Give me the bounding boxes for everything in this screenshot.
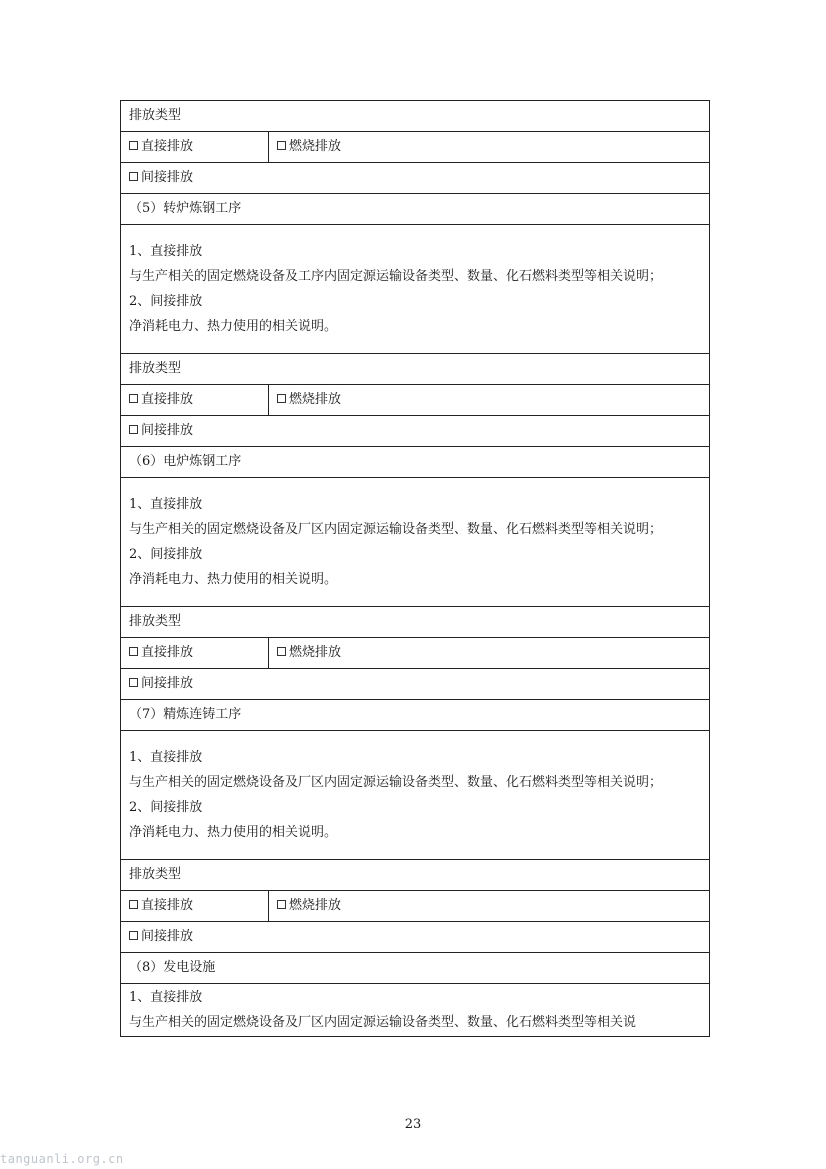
indirect-option-row <box>121 922 710 953</box>
emission-type-row <box>121 860 710 891</box>
indirect-title: 2、间接排放 <box>129 293 203 309</box>
section-description <box>121 225 710 354</box>
direct-description: 与生产相关的固定燃烧设备及厂区内固定源运输设备类型、数量、化石燃料类型等相关说明； <box>129 521 663 537</box>
direct-title: 1、直接排放 <box>129 243 203 259</box>
indirect-emission-option[interactable]: 间接排放 <box>121 922 710 953</box>
combustion-emission-option[interactable]: 燃烧排放 <box>269 638 710 669</box>
watermark-text: tanguanli.org.cn <box>0 1152 124 1166</box>
checkbox-icon[interactable] <box>277 900 286 909</box>
emission-type-row <box>121 101 710 132</box>
section-description <box>121 731 710 860</box>
checkbox-icon[interactable] <box>277 394 286 403</box>
emission-options-row <box>121 132 710 163</box>
emission-options-row <box>121 891 710 922</box>
indirect-option-row <box>121 669 710 700</box>
section-heading: （8）发电设施 <box>121 953 710 984</box>
section-heading-row <box>121 700 710 731</box>
combustion-emission-option[interactable]: 燃烧排放 <box>269 132 710 163</box>
checkbox-icon[interactable] <box>129 900 138 909</box>
section-heading-row <box>121 953 710 984</box>
direct-emission-option[interactable]: 直接排放 <box>121 385 269 416</box>
indirect-emission-option[interactable]: 间接排放 <box>121 416 710 447</box>
direct-description: 与生产相关的固定燃烧设备及厂区内固定源运输设备类型、数量、化石燃料类型等相关说明； <box>129 774 663 790</box>
emission-type-label: 排放类型 <box>121 101 710 132</box>
direct-description: 与生产相关的固定燃烧设备及工序内固定源运输设备类型、数量、化石燃料类型等相关说明； <box>129 268 663 284</box>
section-heading-row <box>121 447 710 478</box>
indirect-title: 2、间接排放 <box>129 799 203 815</box>
indirect-option-row <box>121 416 710 447</box>
direct-title: 1、直接排放 <box>129 496 203 512</box>
direct-emission-option[interactable]: 直接排放 <box>121 891 269 922</box>
indirect-title: 2、间接排放 <box>129 546 203 562</box>
section-description-row <box>121 731 710 860</box>
emission-options-row <box>121 385 710 416</box>
indirect-description: 净消耗电力、热力使用的相关说明。 <box>129 824 338 840</box>
indirect-description: 净消耗电力、热力使用的相关说明。 <box>129 571 338 587</box>
direct-title: 1、直接排放 <box>129 749 203 765</box>
section-heading: （5）转炉炼钢工序 <box>121 194 710 225</box>
checkbox-icon[interactable] <box>129 172 138 181</box>
direct-description: 与生产相关的固定燃烧设备及厂区内固定源运输设备类型、数量、化石燃料类型等相关说 <box>129 1014 637 1030</box>
indirect-description: 净消耗电力、热力使用的相关说明。 <box>129 318 338 334</box>
checkbox-icon[interactable] <box>277 647 286 656</box>
direct-emission-option[interactable]: 直接排放 <box>121 638 269 669</box>
section-heading: （7）精炼连铸工序 <box>121 700 710 731</box>
section-description-row <box>121 225 710 354</box>
emission-options-row <box>121 638 710 669</box>
section-description-row <box>121 478 710 607</box>
checkbox-icon[interactable] <box>129 425 138 434</box>
section-heading-row <box>121 194 710 225</box>
emission-type-row <box>121 607 710 638</box>
emission-form-table <box>120 100 710 1037</box>
direct-emission-option[interactable]: 直接排放 <box>121 132 269 163</box>
checkbox-icon[interactable] <box>129 394 138 403</box>
section-description <box>121 478 710 607</box>
section-description <box>121 984 710 1037</box>
indirect-emission-option[interactable]: 间接排放 <box>121 669 710 700</box>
emission-type-label: 排放类型 <box>121 607 710 638</box>
direct-title: 1、直接排放 <box>129 989 203 1005</box>
section-description-row <box>121 984 710 1037</box>
page-number: 23 <box>404 1117 422 1132</box>
emission-type-label: 排放类型 <box>121 860 710 891</box>
checkbox-icon[interactable] <box>129 647 138 656</box>
checkbox-icon[interactable] <box>129 678 138 687</box>
combustion-emission-option[interactable]: 燃烧排放 <box>269 891 710 922</box>
checkbox-icon[interactable] <box>129 931 138 940</box>
indirect-option-row <box>121 163 710 194</box>
section-heading: （6）电炉炼钢工序 <box>121 447 710 478</box>
emission-type-row <box>121 354 710 385</box>
indirect-emission-option[interactable]: 间接排放 <box>121 163 710 194</box>
checkbox-icon[interactable] <box>129 141 138 150</box>
checkbox-icon[interactable] <box>277 141 286 150</box>
combustion-emission-option[interactable]: 燃烧排放 <box>269 385 710 416</box>
emission-type-label: 排放类型 <box>121 354 710 385</box>
